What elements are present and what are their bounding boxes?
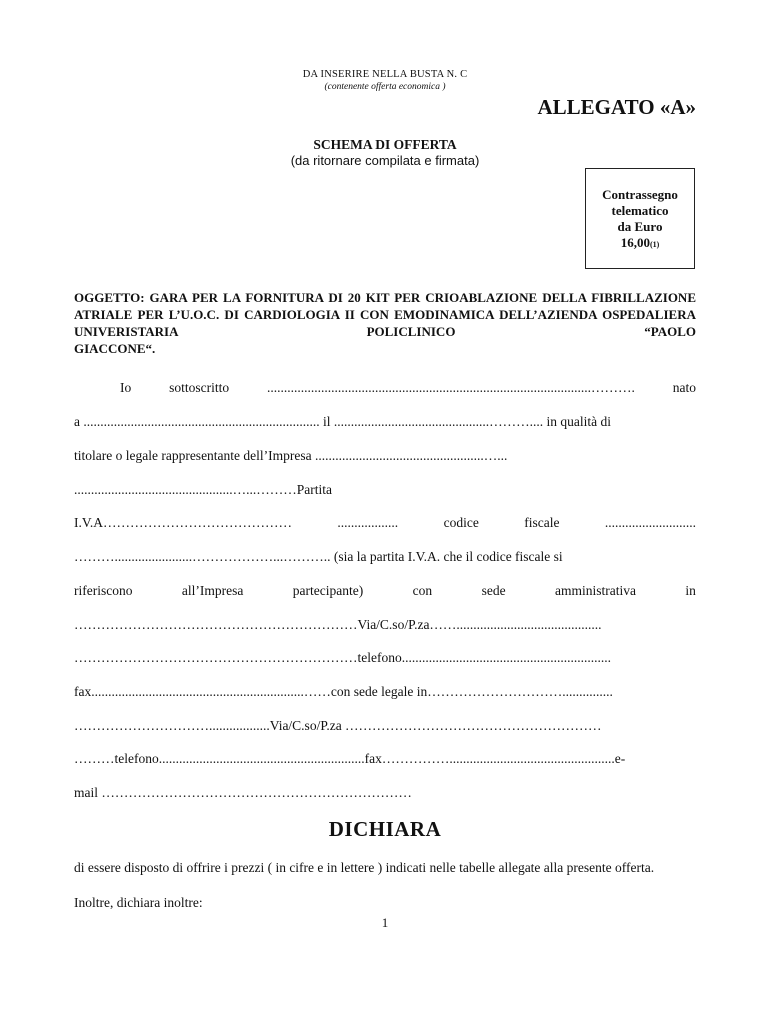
stamp-line-1: Contrassegno — [602, 187, 678, 202]
offer-schema-subtitle: (da ritornare compilata e firmata) — [290, 153, 480, 168]
declaration-heading: DICHIARA — [328, 817, 442, 841]
envelope-note: (contenente offerta economica ) — [324, 82, 446, 92]
form-word: sede — [481, 583, 506, 598]
form-line-address: ………………………………………………………Via/C.so/P.za……........................................... — [74, 617, 602, 632]
form-line-vat — [74, 515, 696, 531]
form-line-email: mail …………………………………………………………… — [74, 785, 412, 800]
subject-text: OGGETTO: GARA PER LA FORNITURA DI 20 KIT PER CRIOABLAZIONE DELLA FIBRILLAZIONE ATRIALE PER L’U.O.C. DI CARDIOLOGIA II CON EMODINAMICA DELL’AZIENDA OSPEDALIERA UNIVERISTARIA POLICLINICO “PAOLO — [74, 290, 696, 339]
stamp-line-2: telematico — [611, 203, 669, 218]
form-word: in — [685, 583, 696, 598]
form-word: amministrativa — [555, 583, 636, 598]
stamp-footnote-ref: (1) — [649, 240, 660, 249]
form-word: partecipante) — [292, 583, 364, 598]
form-line-birth: a ...................................................................... il ..............................................……….... in qualità di — [74, 414, 611, 429]
form-line-phone: ………………………………………………………telefono.............................................................. — [74, 650, 611, 665]
form-word: codice — [443, 515, 479, 530]
form-line-fax: fax...............................................................……con sede legale in…………………………............... — [74, 684, 613, 699]
declaration-paragraph: di essere disposto di offrire i prezzi ( in cifre e in lettere ) indicati nelle tabelle allegate alla presente offerta. — [74, 860, 655, 875]
form-word: nato — [672, 380, 696, 395]
form-line-contacts: ………telefono.............................................................fax…………….................................................e- — [74, 751, 626, 766]
declaration-continuation: Inoltre, dichiara inoltre: — [74, 895, 203, 910]
form-word: riferiscono — [74, 583, 133, 598]
revenue-stamp-box — [585, 168, 695, 269]
form-blank: ........................... — [604, 515, 696, 530]
form-line-fiscal: ……….......................………………...……….. (sia la partita I.V.A. che il codice fiscale si — [74, 549, 563, 564]
form-line-refer — [74, 583, 696, 599]
form-word: fiscale — [524, 515, 560, 530]
form-line-company: ...............................................…...………Partita — [74, 482, 332, 497]
attachment-title: ALLEGATO «A» — [537, 95, 696, 119]
envelope-instruction: DA INSERIRE NELLA BUSTA N. C — [302, 69, 468, 80]
stamp-line-4 — [586, 235, 694, 253]
page-number: 1 — [381, 915, 389, 930]
form-blank: ................................................................................................………. — [267, 380, 635, 395]
subject-block — [74, 289, 696, 357]
form-word: all’Impresa — [181, 583, 244, 598]
form-word: con — [412, 583, 433, 598]
form-blank: .................. — [337, 515, 399, 530]
stamp-line-3: da Euro — [617, 219, 663, 234]
form-line-legal-address: …………………………..................Via/C.so/P.za ………………………………………………… — [74, 718, 602, 733]
subject-text-end: GIACCONE“. — [74, 341, 156, 356]
form-line-role: titolare o legale rappresentante dell’Impresa ..................................................…... — [74, 448, 508, 463]
form-word: sottoscritto — [169, 380, 230, 395]
offer-schema-title: SCHEMA DI OFFERTA — [313, 137, 457, 152]
form-word: I.V.A…………………………………… — [74, 515, 293, 530]
form-word: Io — [120, 380, 132, 395]
stamp-amount: 16,00 — [620, 235, 650, 250]
form-line-name — [74, 380, 696, 396]
